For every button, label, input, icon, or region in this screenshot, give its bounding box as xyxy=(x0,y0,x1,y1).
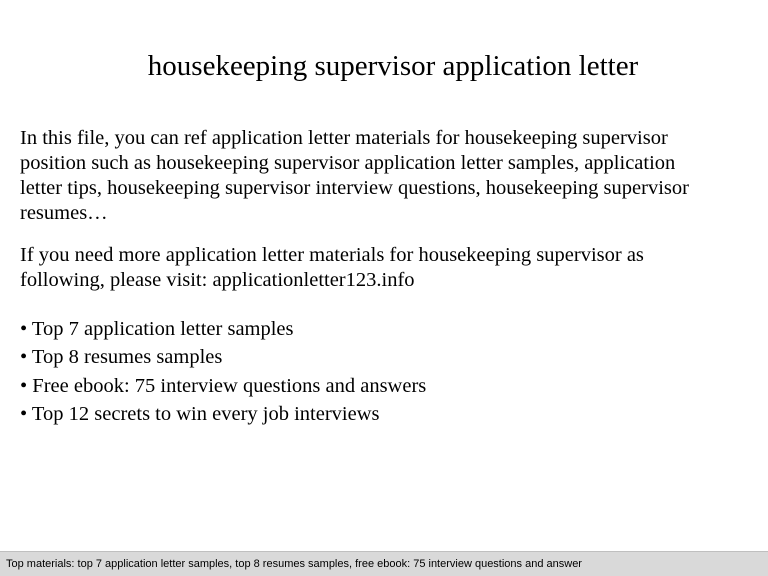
intro-line: resumes… xyxy=(20,202,108,224)
bullet-item: • Top 12 secrets to win every job interviews xyxy=(20,403,380,426)
visit-line: following, please visit: applicationletter123.info xyxy=(20,269,415,291)
intro-line: position such as housekeeping supervisor application letter samples, application xyxy=(20,152,676,174)
footer-bar xyxy=(0,551,768,576)
visit-paragraph xyxy=(20,243,760,293)
bullet-item: • Top 8 resumes samples xyxy=(20,346,223,369)
footer-text: Top materials: top 7 application letter samples, top 8 resumes samples, free ebook: 75 interview questions and answer xyxy=(6,558,582,570)
bullet-item: • Top 7 application letter samples xyxy=(20,318,294,340)
bullet-list xyxy=(20,315,760,429)
visit-line: If you need more application letter materials for housekeeping supervisor as xyxy=(20,244,644,266)
intro-line: letter tips, housekeeping supervisor interview questions, housekeeping supervisor xyxy=(20,177,689,199)
bullet-item: • Free ebook: 75 interview questions and answers xyxy=(20,374,427,397)
intro-line: In this file, you can ref application letter materials for housekeeping supervisor xyxy=(20,127,668,149)
intro-paragraph xyxy=(20,126,760,226)
page-title: housekeeping supervisor application letter xyxy=(147,50,639,82)
